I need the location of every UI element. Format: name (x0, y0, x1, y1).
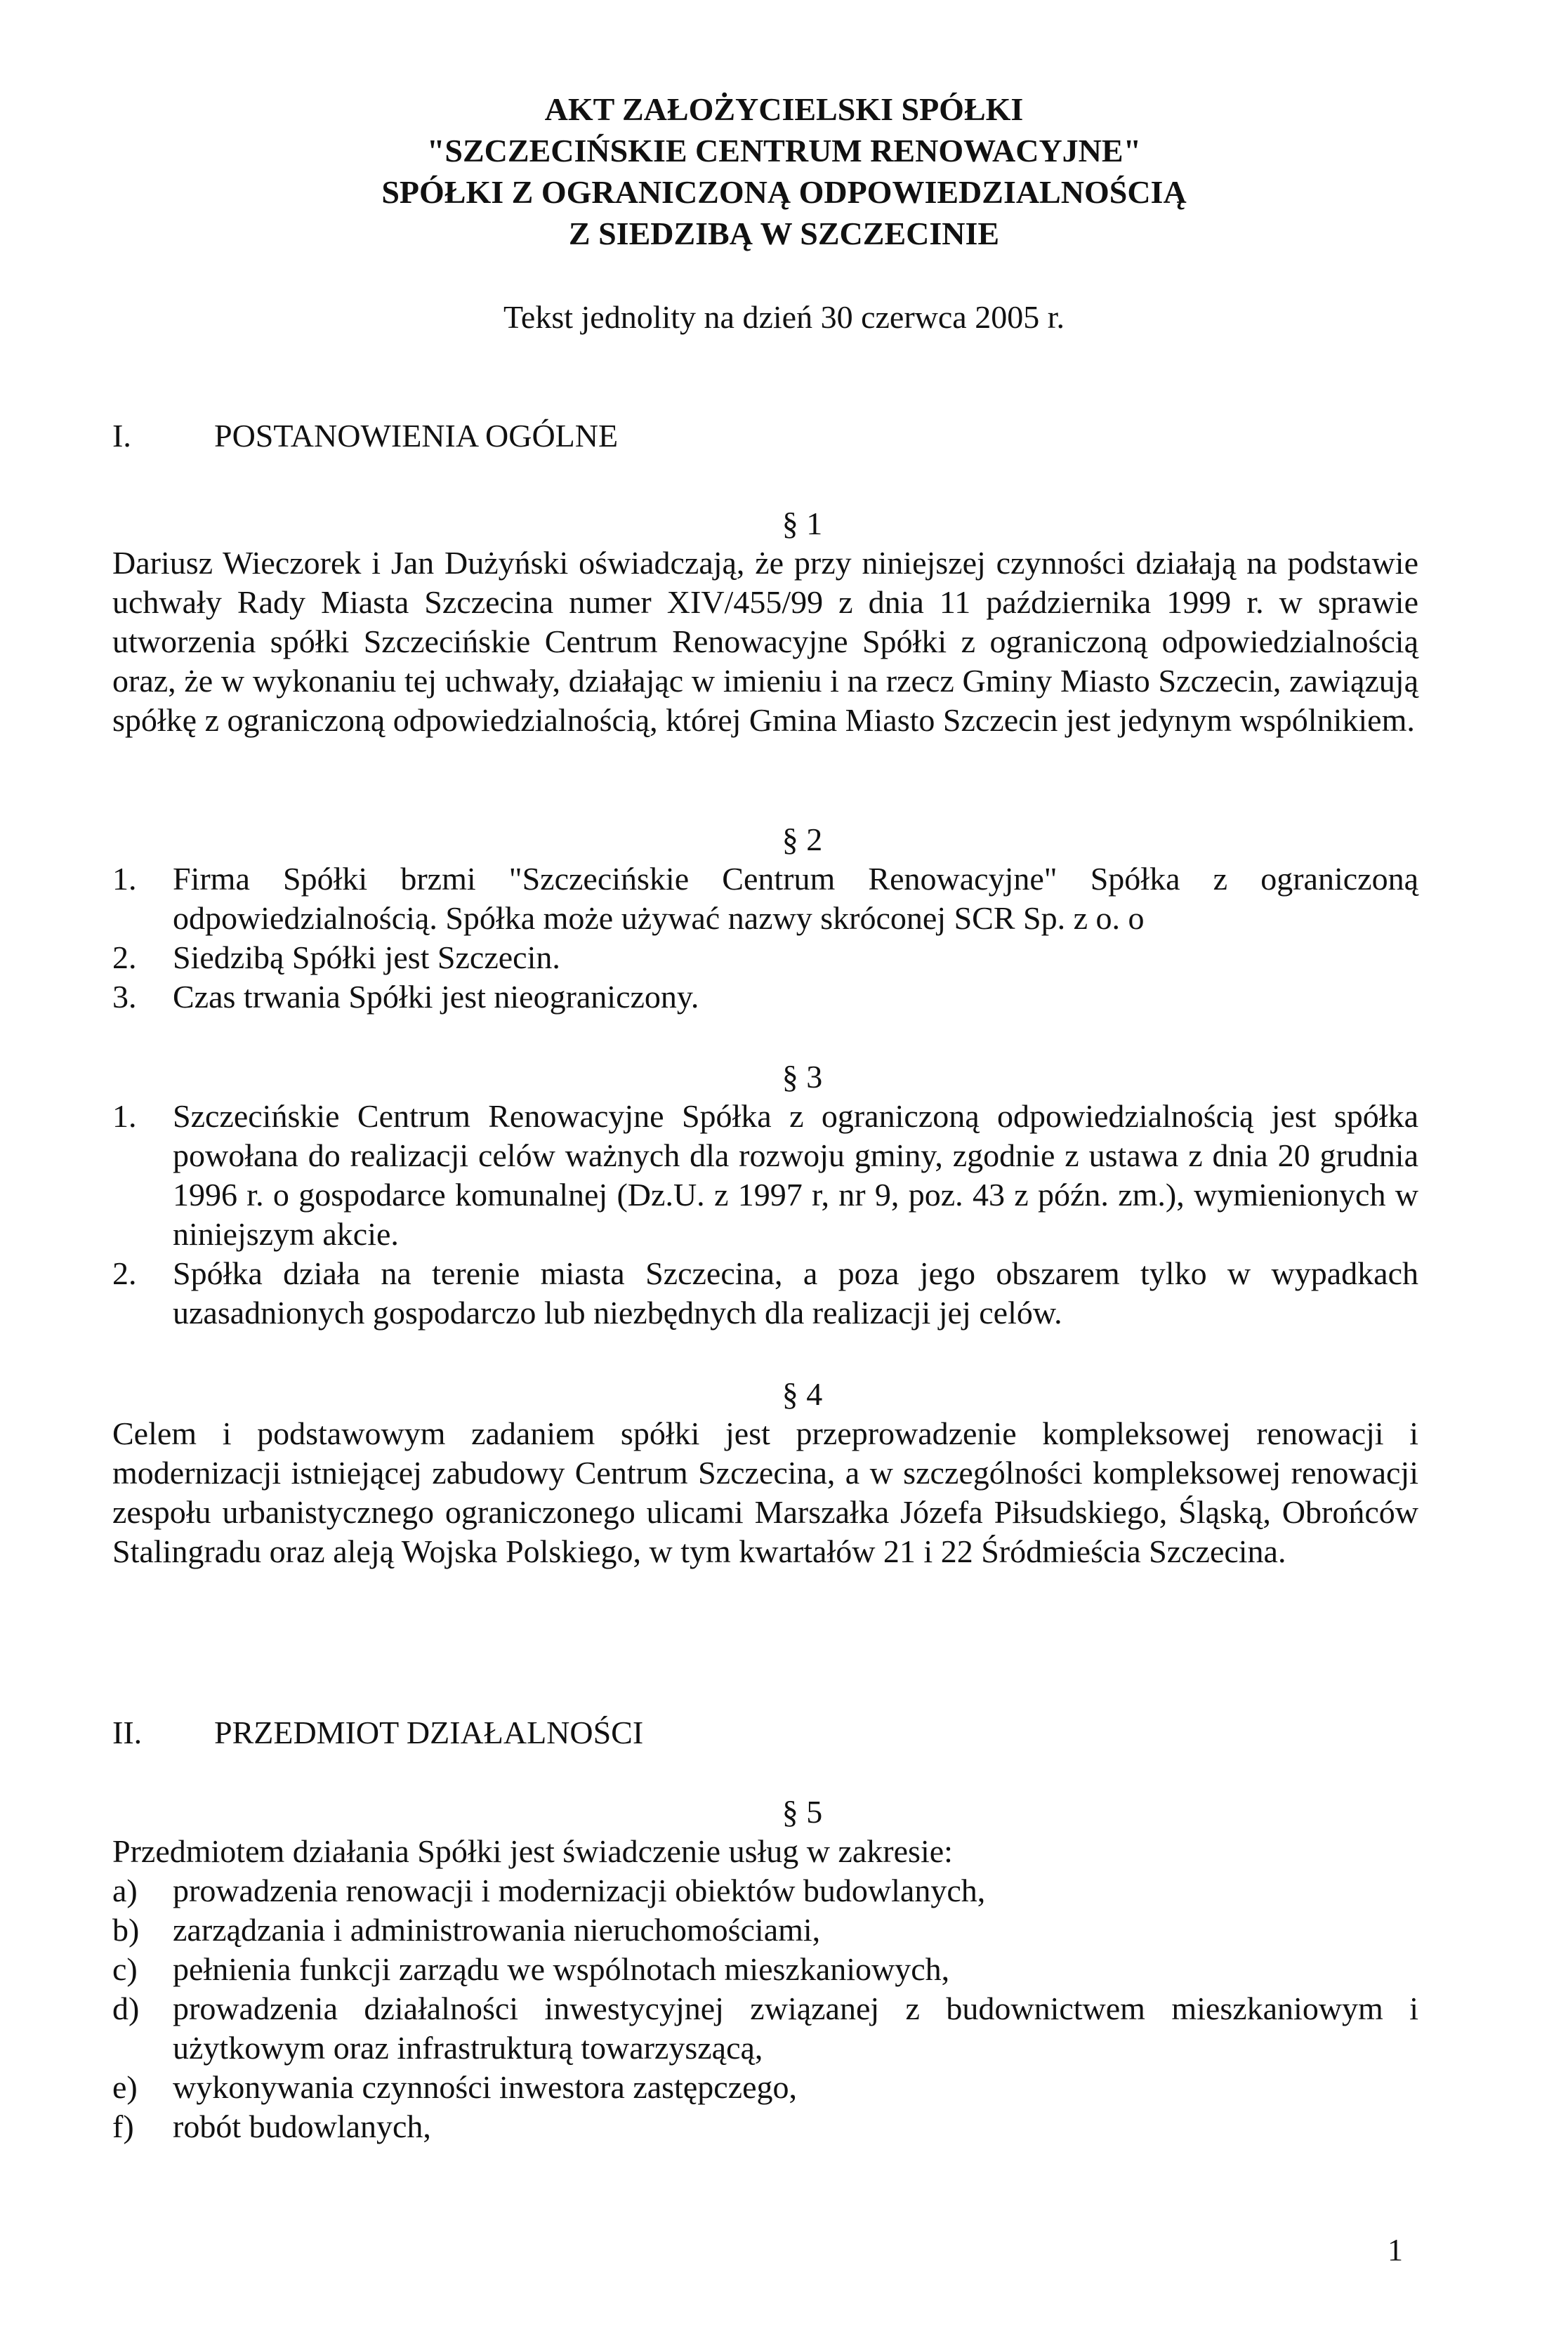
list-item-text: Czas trwania Spółki jest nieograniczony. (173, 979, 699, 1015)
list-item (112, 1910, 1418, 1950)
list-item (112, 1950, 1418, 1989)
list-item-text: Siedzibą Spółki jest Szczecin. (173, 939, 560, 975)
paragraph-mark-2: § 2 (782, 821, 823, 857)
title-line-1: AKT ZAŁOŻYCIELSKI SPÓŁKI (544, 91, 1024, 127)
list-marker: 3. (112, 979, 137, 1015)
list-item-text: Spółka działa na terenie miasta Szczecina, a poza jego obszarem tylko w wypadkach uzasadnionych gospodarczo lub niezbędnych dla realizacji jej celów. (173, 1255, 1418, 1331)
list-item (112, 977, 1418, 1017)
section-number: II. (112, 1715, 143, 1750)
section-title: POSTANOWIENIA OGÓLNE (214, 418, 619, 454)
paragraph-5-list (112, 1871, 1418, 2146)
paragraph-mark-1: § 1 (782, 506, 823, 541)
paragraph-5-intro: Przedmiotem działania Spółki jest świadczenie usług w zakresie: (112, 1833, 953, 1869)
section-heading-1 (112, 416, 618, 456)
paragraph-4-text: Celem i podstawowym zadaniem spółki jest przeprowadzenie kompleksowej renowacji i modernizacji istniejącej zabudowy Centrum Szczecina, a w szczególności kompleksowej renowacji zespołu urbanistycznego ograniczonego ulicami Marszałka Józefa Piłsudskiego, Śląską, Obrońców Stalingradu oraz aleją Wojska Polskiego, w tym kwartałów 21 i 22 Śródmieścia Szczecina. (112, 1415, 1418, 1569)
list-item (112, 2068, 1418, 2107)
list-item-text: wykonywania czynności inwestora zastępczego, (173, 2069, 798, 2105)
list-marker: 2. (112, 1255, 137, 1291)
list-marker: 2. (112, 939, 137, 975)
list-marker: e) (112, 2069, 138, 2105)
list-item (112, 1989, 1418, 2068)
section-number: I. (112, 418, 131, 454)
title-line-3: SPÓŁKI Z OGRANICZONĄ ODPOWIEDZIALNOŚCIĄ (381, 174, 1187, 210)
paragraph-3-list (112, 1097, 1418, 1333)
list-item-text: prowadzenia działalności inwestycyjnej związanej z budownictwem mieszkaniowym i użytkowym oraz infrastrukturą towarzyszącą, (173, 1991, 1418, 2066)
list-item-text: robót budowlanych, (173, 2108, 431, 2144)
list-item-text: zarządzania i administrowania nieruchomościami, (173, 1912, 821, 1948)
list-marker: d) (112, 1991, 140, 2026)
section-heading-2 (112, 1713, 643, 1753)
list-marker: b) (112, 1912, 140, 1948)
document-subtitle: Tekst jednolity na dzień 30 czerwca 2005 r. (503, 299, 1065, 335)
list-marker: 1. (112, 861, 137, 897)
list-item-text: Firma Spółki brzmi "Szczecińskie Centrum Renowacyjne" Spółka z ograniczoną odpowiedzialnością. Spółka może używać nazwy skróconej SCR Sp. z o. o (173, 861, 1418, 936)
list-item (112, 2107, 1418, 2146)
section-title: PRZEDMIOT DZIAŁALNOŚCI (214, 1715, 644, 1750)
title-line-4: Z SIEDZIBĄ W SZCZECINIE (568, 216, 1000, 251)
list-item (112, 1097, 1418, 1254)
list-marker: f) (112, 2108, 134, 2144)
paragraph-mark-3: § 3 (782, 1059, 823, 1095)
paragraph-mark-4: § 4 (782, 1376, 823, 1412)
list-item (112, 1254, 1418, 1333)
list-item (112, 1871, 1418, 1910)
paragraph-mark-5: § 5 (782, 1794, 823, 1830)
list-item (112, 859, 1418, 938)
title-line-2: "SZCZECIŃSKIE CENTRUM RENOWACYJNE" (426, 133, 1142, 169)
list-marker: a) (112, 1873, 138, 1908)
list-item-text: pełnienia funkcji zarządu we wspólnotach mieszkaniowych, (173, 1951, 950, 1987)
paragraph-1-text: Dariusz Wieczorek i Jan Dużyński oświadczają, że przy niniejszej czynności działają na podstawie uchwały Rady Miasta Szczecina numer XIV/455/99 z dnia 11 października 1999 r. w sprawie utworzenia spółki Szczecińskie Centrum Renowacyjne Spółki z ograniczoną odpowiedzialnością oraz, że w wykonaniu tej uchwały, działając w imieniu i na rzecz Gminy Miasto Szczecin, zawiązują spółkę z ograniczoną odpowiedzialnością, której Gmina Miasto Szczecin jest jedynym wspólnikiem. (112, 545, 1418, 738)
list-item (112, 938, 1418, 977)
list-marker: c) (112, 1951, 138, 1987)
page-number: 1 (1388, 2233, 1403, 2267)
document-title (0, 88, 1568, 254)
list-item-text: Szczecińskie Centrum Renowacyjne Spółka z ograniczoną odpowiedzialnością jest spółka powołana do realizacji celów ważnych dla rozwoju gminy, zgodnie z ustawa z dnia 20 grudnia 1996 r. o gospodarce komunalnej (Dz.U. z 1997 r, nr 9, poz. 43 z późn. zm.), wymienionych w niniejszym akcie. (173, 1098, 1418, 1252)
list-marker: 1. (112, 1098, 137, 1134)
list-item-text: prowadzenia renowacji i modernizacji obiektów budowlanych, (173, 1873, 986, 1908)
paragraph-2-list (112, 859, 1418, 1017)
